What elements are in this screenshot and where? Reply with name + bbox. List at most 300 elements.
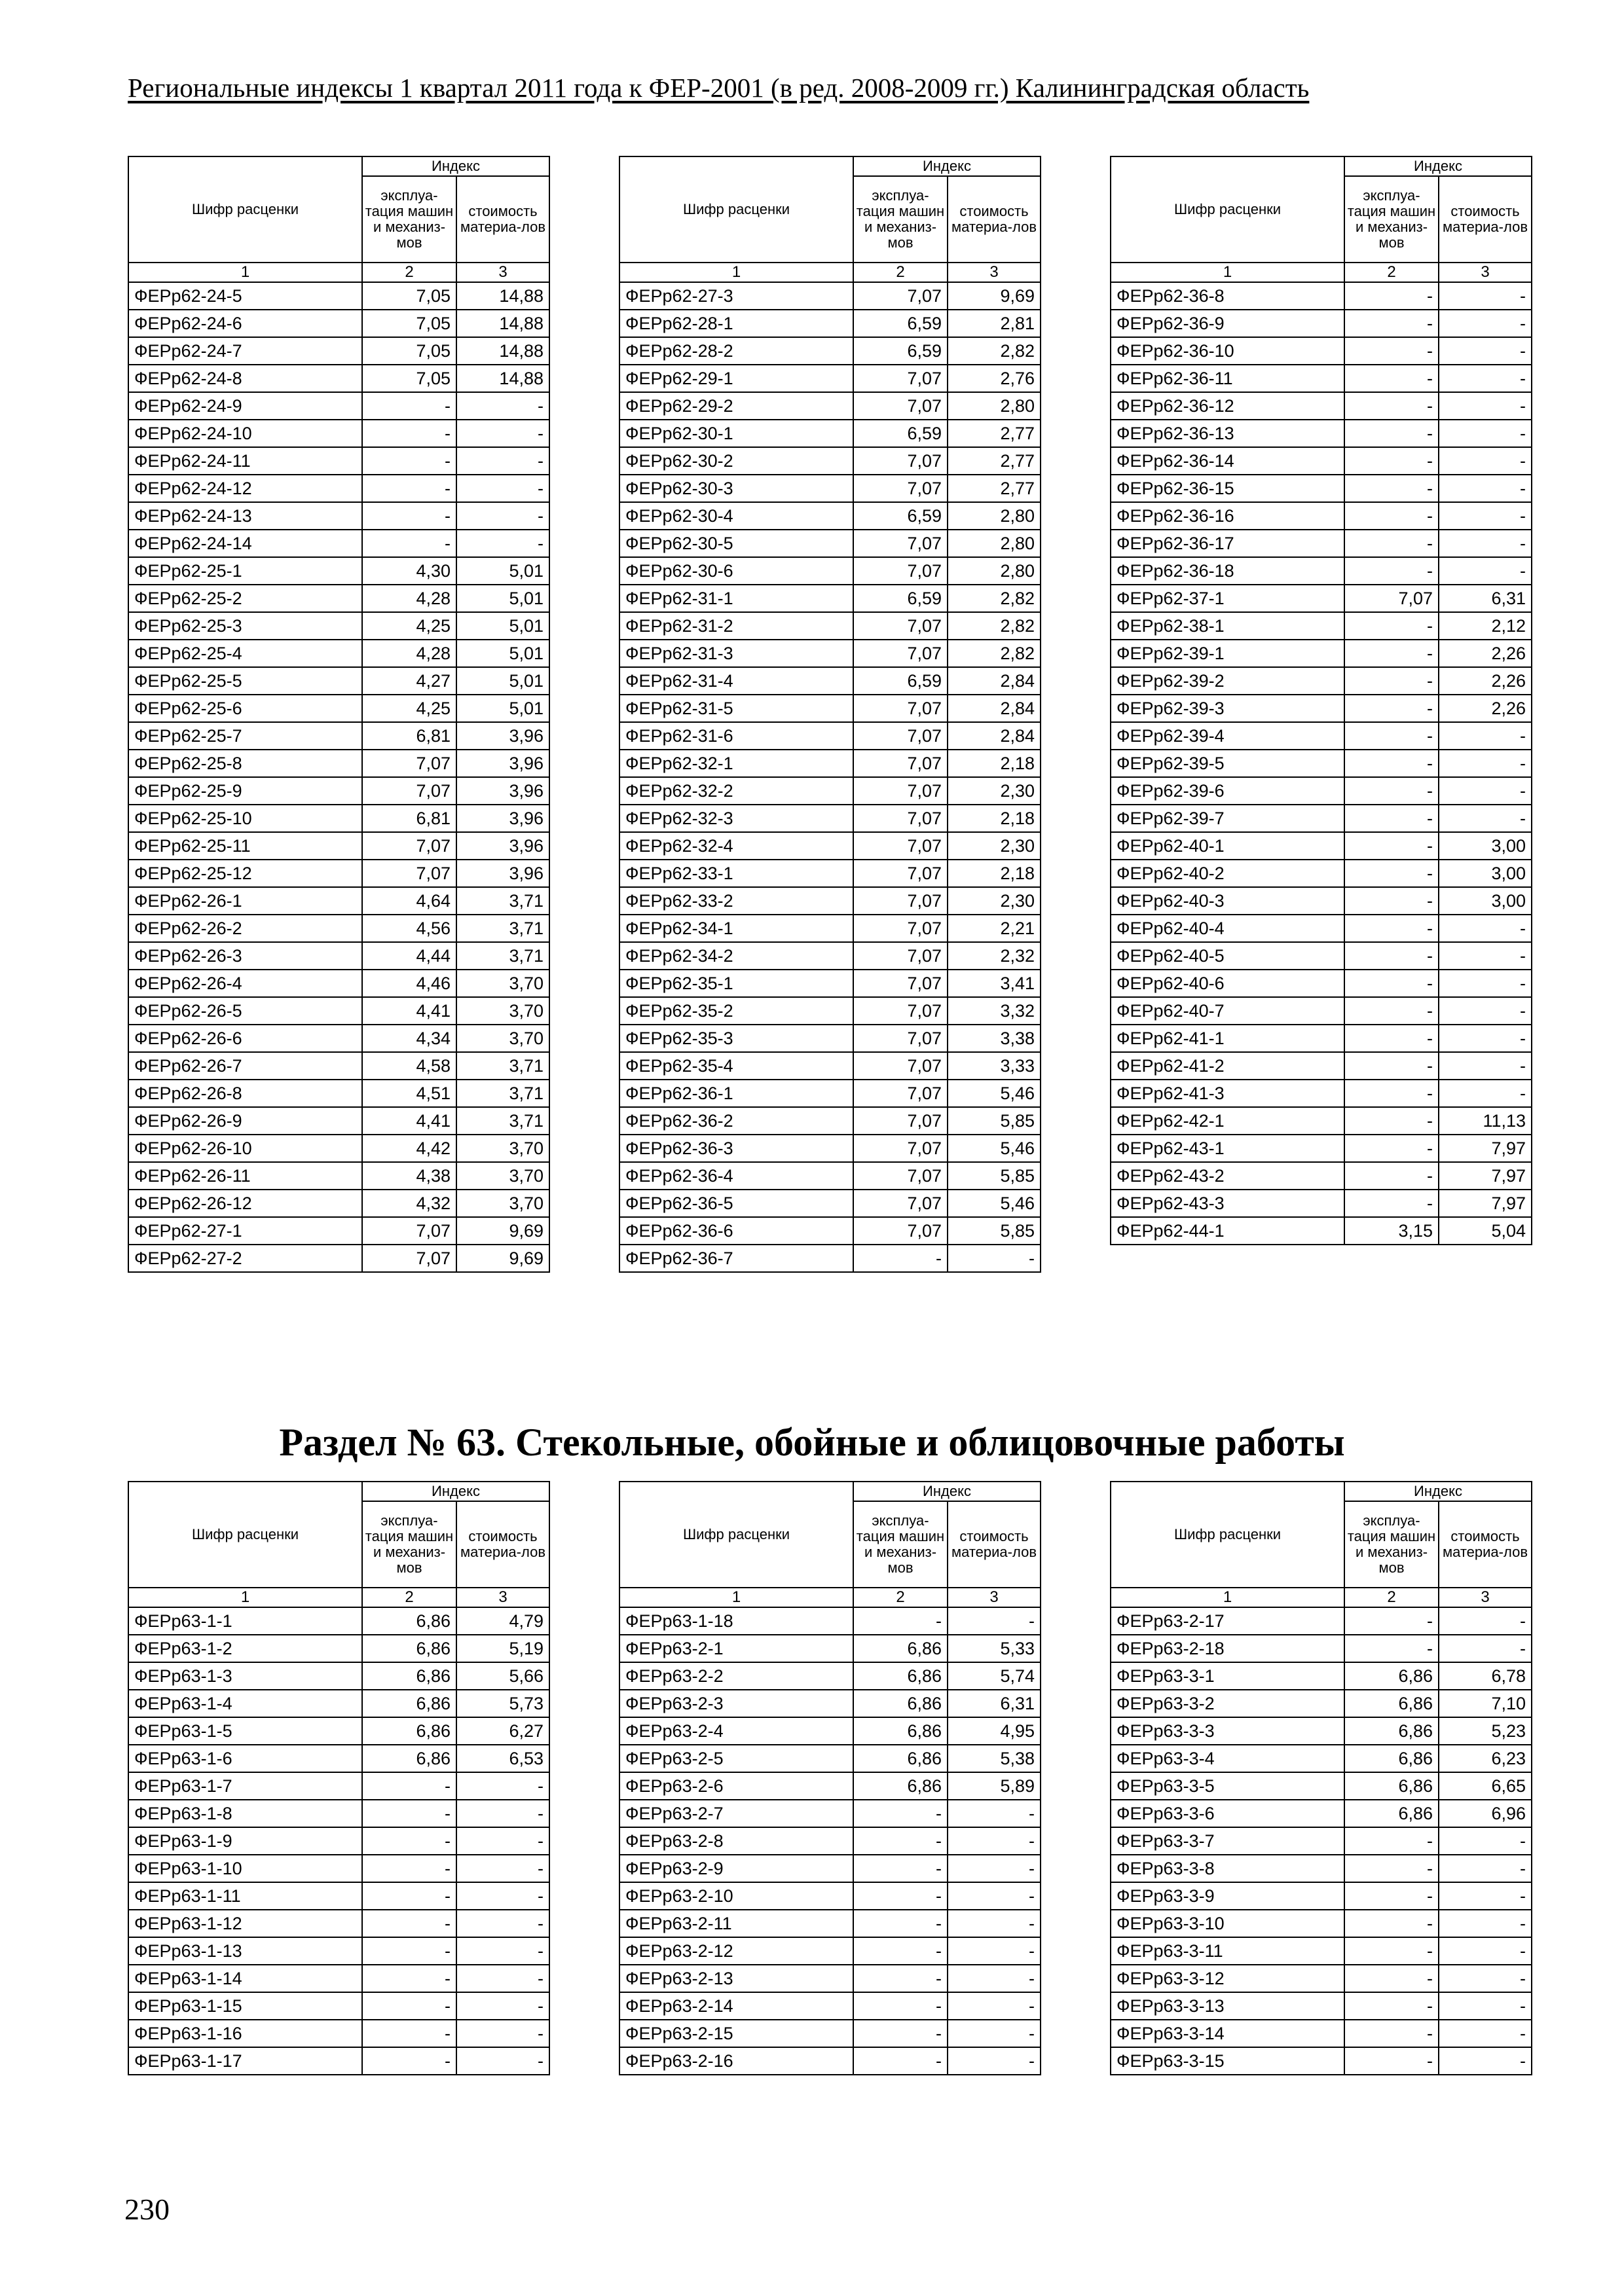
rate-code: ФЕРр62-40-4 (1111, 915, 1344, 942)
table-row (619, 997, 1041, 1025)
rate-code: ФЕРр62-32-1 (619, 750, 853, 777)
rate-code: ФЕРр62-33-1 (619, 860, 853, 887)
rate-code: ФЕРр62-41-1 (1111, 1025, 1344, 1052)
table-row (619, 1190, 1041, 1217)
material-index: 7,97 (1439, 1162, 1532, 1190)
rate-code: ФЕРр62-39-6 (1111, 777, 1344, 805)
column-number: 1 (619, 263, 853, 282)
table-row (128, 1190, 549, 1217)
machine-index: 6,86 (853, 1635, 948, 1662)
machine-index: - (1344, 1107, 1439, 1135)
table-row (1111, 942, 1532, 970)
material-index: 3,00 (1439, 860, 1532, 887)
table-row (619, 1855, 1041, 1882)
material-index: 2,82 (948, 640, 1041, 667)
material-index: 3,70 (456, 970, 549, 997)
machine-index: 6,86 (1344, 1717, 1439, 1745)
rate-code: ФЕРр63-2-18 (1111, 1635, 1344, 1662)
material-index: 5,01 (456, 557, 549, 585)
material-index: 5,33 (948, 1635, 1041, 1662)
rate-code: ФЕРр63-3-14 (1111, 2020, 1344, 2047)
column-number: 2 (853, 1588, 948, 1607)
rate-code: ФЕРр62-36-4 (619, 1162, 853, 1190)
material-index: 2,80 (948, 557, 1041, 585)
table-row (128, 1107, 549, 1135)
rate-code: ФЕРр62-26-4 (128, 970, 362, 997)
rate-code: ФЕРр62-39-4 (1111, 722, 1344, 750)
material-index: - (456, 530, 549, 557)
material-index: - (456, 1910, 549, 1937)
table-row (128, 750, 549, 777)
material-index: 5,74 (948, 1662, 1041, 1690)
material-index: - (1439, 805, 1532, 832)
machine-index: - (1344, 1965, 1439, 1992)
table-row (128, 1690, 549, 1717)
machine-index: 4,44 (362, 942, 456, 970)
rate-code: ФЕРр63-1-17 (128, 2047, 362, 2075)
rate-code: ФЕРр63-1-18 (619, 1607, 853, 1635)
machine-index: 7,07 (853, 915, 948, 942)
rate-code: ФЕРр63-2-9 (619, 1855, 853, 1882)
material-index: - (456, 475, 549, 502)
rate-code: ФЕРр62-24-5 (128, 282, 362, 310)
machine-index: 4,32 (362, 1190, 456, 1217)
table-row (1111, 1025, 1532, 1052)
machine-index: - (362, 392, 456, 420)
table-row (619, 1937, 1041, 1965)
material-index: - (948, 1607, 1041, 1635)
header-code: Шифр расценки (128, 156, 362, 263)
material-index: 3,70 (456, 1025, 549, 1052)
table-row (619, 887, 1041, 915)
rate-code: ФЕРр63-3-11 (1111, 1937, 1344, 1965)
material-index: - (948, 1965, 1041, 1992)
table-row (619, 1162, 1041, 1190)
material-index: 2,30 (948, 777, 1041, 805)
table-row (619, 640, 1041, 667)
table-row (1111, 722, 1532, 750)
material-index: 5,66 (456, 1662, 549, 1690)
machine-index: - (362, 1772, 456, 1800)
machine-index: 4,41 (362, 997, 456, 1025)
table-row (128, 887, 549, 915)
material-index: 4,79 (456, 1607, 549, 1635)
table-row (128, 282, 549, 310)
rate-code: ФЕРр62-38-1 (1111, 612, 1344, 640)
material-index: 6,31 (1439, 585, 1532, 612)
rate-code: ФЕРр63-3-7 (1111, 1827, 1344, 1855)
rate-code: ФЕРр62-29-2 (619, 392, 853, 420)
machine-index: 6,86 (1344, 1690, 1439, 1717)
rate-code: ФЕРр63-1-8 (128, 1800, 362, 1827)
table-row (619, 970, 1041, 997)
rate-code: ФЕРр63-2-14 (619, 1992, 853, 2020)
rate-code: ФЕРр62-31-4 (619, 667, 853, 695)
table-row (619, 667, 1041, 695)
machine-index: - (1344, 832, 1439, 860)
machine-index: - (362, 420, 456, 447)
rate-code: ФЕРр63-3-1 (1111, 1662, 1344, 1690)
table-row (619, 420, 1041, 447)
material-index: - (1439, 337, 1532, 365)
table-row (619, 1772, 1041, 1800)
table-row (1111, 1635, 1532, 1662)
rate-code: ФЕРр62-30-5 (619, 530, 853, 557)
table-row (1111, 1052, 1532, 1080)
rate-code: ФЕРр63-1-7 (128, 1772, 362, 1800)
table-row (128, 557, 549, 585)
column-number: 3 (948, 1588, 1041, 1607)
table-row (128, 1937, 549, 1965)
material-index: 3,70 (456, 1135, 549, 1162)
rate-code: ФЕРр62-25-5 (128, 667, 362, 695)
rate-code: ФЕРр63-1-16 (128, 2020, 362, 2047)
rate-code: ФЕРр62-25-11 (128, 832, 362, 860)
machine-index: - (1344, 970, 1439, 997)
material-index: - (948, 1855, 1041, 1882)
table-row (619, 310, 1041, 337)
material-index: 11,13 (1439, 1107, 1532, 1135)
rate-code: ФЕРр62-25-4 (128, 640, 362, 667)
machine-index: 6,86 (853, 1690, 948, 1717)
rate-code: ФЕРр62-37-1 (1111, 585, 1344, 612)
machine-index: - (853, 1937, 948, 1965)
table-row (1111, 1190, 1532, 1217)
rate-code: ФЕРр62-36-18 (1111, 557, 1344, 585)
machine-index: 6,86 (362, 1662, 456, 1690)
page-number: 230 (124, 2193, 170, 2226)
rate-code: ФЕРр62-40-1 (1111, 832, 1344, 860)
table-row (619, 557, 1041, 585)
table-row (619, 832, 1041, 860)
rate-code: ФЕРр63-3-6 (1111, 1800, 1344, 1827)
rate-code: ФЕРр62-25-8 (128, 750, 362, 777)
rate-code: ФЕРр62-25-9 (128, 777, 362, 805)
table-row (128, 2047, 549, 2075)
index-table-63-col3 (1110, 1481, 1532, 2075)
machine-index: - (1344, 1882, 1439, 1910)
rate-code: ФЕРр63-3-13 (1111, 1992, 1344, 2020)
table-row (128, 970, 549, 997)
rate-code: ФЕРр63-2-12 (619, 1937, 853, 1965)
header-materials: стоимость материа-лов (456, 176, 549, 263)
machine-index: 7,07 (853, 475, 948, 502)
machine-index: - (1344, 1080, 1439, 1107)
table-row (128, 2020, 549, 2047)
material-index: - (1439, 1052, 1532, 1080)
machine-index: 7,07 (853, 530, 948, 557)
rate-code: ФЕРр62-36-16 (1111, 502, 1344, 530)
material-index: 5,46 (948, 1080, 1041, 1107)
machine-index: - (362, 1910, 456, 1937)
material-index: - (1439, 1992, 1532, 2020)
machine-index: 4,56 (362, 915, 456, 942)
rate-code: ФЕРр62-26-11 (128, 1162, 362, 1190)
material-index: 5,01 (456, 640, 549, 667)
table-row (128, 777, 549, 805)
rate-code: ФЕРр63-2-5 (619, 1745, 853, 1772)
material-index: 2,12 (1439, 612, 1532, 640)
table-row (619, 695, 1041, 722)
machine-index: 7,07 (853, 997, 948, 1025)
material-index: 3,00 (1439, 887, 1532, 915)
table-row (1111, 530, 1532, 557)
machine-index: 6,86 (362, 1745, 456, 1772)
machine-index: 6,81 (362, 805, 456, 832)
machine-index: 7,07 (853, 970, 948, 997)
machine-index: - (853, 1910, 948, 1937)
machine-index: - (1344, 1910, 1439, 1937)
column-number: 3 (1439, 1588, 1532, 1607)
table-row (1111, 667, 1532, 695)
material-index: - (456, 1800, 549, 1827)
rate-code: ФЕРр62-36-13 (1111, 420, 1344, 447)
table-row (1111, 1745, 1532, 1772)
table-row (128, 310, 549, 337)
material-index: 2,84 (948, 667, 1041, 695)
machine-index: 6,86 (362, 1717, 456, 1745)
material-index: 2,21 (948, 915, 1041, 942)
material-index: - (1439, 420, 1532, 447)
table-row (619, 777, 1041, 805)
column-number: 3 (948, 263, 1041, 282)
machine-index: 7,05 (362, 337, 456, 365)
table-row (128, 530, 549, 557)
table-row (1111, 860, 1532, 887)
material-index: 2,18 (948, 860, 1041, 887)
material-index: 3,96 (456, 722, 549, 750)
machine-index: - (1344, 310, 1439, 337)
material-index: - (1439, 557, 1532, 585)
table-row (619, 1965, 1041, 1992)
machine-index: 7,07 (853, 1135, 948, 1162)
material-index: 9,69 (948, 282, 1041, 310)
machine-index: - (1344, 1607, 1439, 1635)
material-index: 4,95 (948, 1717, 1041, 1745)
machine-index: 7,07 (853, 777, 948, 805)
material-index: 3,71 (456, 887, 549, 915)
rate-code: ФЕРр63-1-14 (128, 1965, 362, 1992)
column-number: 2 (1344, 1588, 1439, 1607)
machine-index: 4,30 (362, 557, 456, 585)
rate-code: ФЕРр62-26-12 (128, 1190, 362, 1217)
material-index: 2,26 (1439, 667, 1532, 695)
material-index: 3,70 (456, 997, 549, 1025)
table-row (1111, 970, 1532, 997)
machine-index: 7,07 (362, 1245, 456, 1272)
table-row (1111, 1827, 1532, 1855)
machine-index: 4,58 (362, 1052, 456, 1080)
machine-index: - (1344, 1190, 1439, 1217)
rate-code: ФЕРр62-25-12 (128, 860, 362, 887)
table-row (128, 475, 549, 502)
material-index: 6,65 (1439, 1772, 1532, 1800)
material-index: - (1439, 1827, 1532, 1855)
material-index: 3,71 (456, 915, 549, 942)
machine-index: 4,51 (362, 1080, 456, 1107)
rate-code: ФЕРр62-31-2 (619, 612, 853, 640)
rate-code: ФЕРр63-1-9 (128, 1827, 362, 1855)
rate-code: ФЕРр62-24-7 (128, 337, 362, 365)
rate-code: ФЕРр62-24-10 (128, 420, 362, 447)
material-index: - (456, 392, 549, 420)
table-row (1111, 997, 1532, 1025)
material-index: 2,30 (948, 832, 1041, 860)
table-row (619, 337, 1041, 365)
machine-index: - (1344, 1162, 1439, 1190)
rate-code: ФЕРр62-25-1 (128, 557, 362, 585)
material-index: 3,41 (948, 970, 1041, 997)
table-row (128, 502, 549, 530)
table-row (619, 282, 1041, 310)
rate-code: ФЕРр62-36-17 (1111, 530, 1344, 557)
header-index: Индекс (362, 1482, 549, 1501)
machine-index: - (853, 1607, 948, 1635)
material-index: 3,71 (456, 1107, 549, 1135)
material-index: 2,80 (948, 502, 1041, 530)
machine-index: - (1344, 447, 1439, 475)
material-index: - (1439, 942, 1532, 970)
table-row (619, 502, 1041, 530)
machine-index: 6,59 (853, 585, 948, 612)
material-index: 2,80 (948, 392, 1041, 420)
material-index: 5,46 (948, 1135, 1041, 1162)
table-row (128, 1052, 549, 1080)
header-index: Индекс (853, 156, 1041, 176)
rate-code: ФЕРр62-26-1 (128, 887, 362, 915)
rate-code: ФЕРр63-2-3 (619, 1690, 853, 1717)
table-row (1111, 475, 1532, 502)
header-machines: эксплуа-тация машин и механиз-мов (853, 1501, 948, 1588)
material-index: - (1439, 392, 1532, 420)
rate-code: ФЕРр62-35-4 (619, 1052, 853, 1080)
machine-index: - (1344, 942, 1439, 970)
table-row (128, 695, 549, 722)
rate-code: ФЕРр62-39-2 (1111, 667, 1344, 695)
material-index: 5,01 (456, 695, 549, 722)
rate-code: ФЕРр62-35-3 (619, 1025, 853, 1052)
material-index: 3,70 (456, 1162, 549, 1190)
machine-index: - (1344, 1827, 1439, 1855)
machine-index: 6,59 (853, 337, 948, 365)
machine-index: 4,27 (362, 667, 456, 695)
material-index: 2,77 (948, 475, 1041, 502)
header-index: Индекс (362, 156, 549, 176)
table-row (619, 860, 1041, 887)
table-row (1111, 585, 1532, 612)
machine-index: 6,59 (853, 420, 948, 447)
material-index: - (948, 1827, 1041, 1855)
table-row (1111, 392, 1532, 420)
machine-index: - (1344, 612, 1439, 640)
table-row (128, 997, 549, 1025)
material-index: - (456, 1882, 549, 1910)
rate-code: ФЕРр63-2-1 (619, 1635, 853, 1662)
column-number: 1 (1111, 1588, 1344, 1607)
material-index: - (1439, 530, 1532, 557)
material-index: 2,26 (1439, 695, 1532, 722)
rate-code: ФЕРр63-2-7 (619, 1800, 853, 1827)
table-row (1111, 282, 1532, 310)
material-index: - (1439, 1080, 1532, 1107)
machine-index: 7,07 (853, 750, 948, 777)
rate-code: ФЕРр62-25-6 (128, 695, 362, 722)
machine-index: 6,86 (853, 1662, 948, 1690)
material-index: 6,23 (1439, 1745, 1532, 1772)
page-header: Региональные индексы 1 квартал 2011 года к ФЕР-2001 (в ред. 2008-2009 гг.) Калининградская область (128, 73, 1310, 103)
material-index: 2,18 (948, 750, 1041, 777)
column-number: 3 (1439, 263, 1532, 282)
table-row (128, 337, 549, 365)
machine-index: 6,86 (362, 1690, 456, 1717)
machine-index: 7,07 (853, 942, 948, 970)
material-index: 7,97 (1439, 1135, 1532, 1162)
machine-index: - (853, 1965, 948, 1992)
index-table-63-col1 (128, 1481, 550, 2075)
machine-index: - (1344, 1635, 1439, 1662)
material-index: 5,85 (948, 1107, 1041, 1135)
material-index: 5,85 (948, 1162, 1041, 1190)
rate-code: ФЕРр62-26-5 (128, 997, 362, 1025)
table-row (619, 447, 1041, 475)
rate-code: ФЕРр63-3-5 (1111, 1772, 1344, 1800)
rate-code: ФЕРр62-26-8 (128, 1080, 362, 1107)
header-machines: эксплуа-тация машин и механиз-мов (362, 1501, 456, 1588)
rate-code: ФЕРр63-1-3 (128, 1662, 362, 1690)
table-row (619, 1052, 1041, 1080)
rate-code: ФЕРр63-1-11 (128, 1882, 362, 1910)
machine-index: - (1344, 887, 1439, 915)
table-row (128, 1717, 549, 1745)
rate-code: ФЕРр62-30-3 (619, 475, 853, 502)
material-index: - (456, 1965, 549, 1992)
machine-index: - (1344, 1052, 1439, 1080)
machine-index: 4,46 (362, 970, 456, 997)
machine-index: - (1344, 997, 1439, 1025)
rate-code: ФЕРр62-36-3 (619, 1135, 853, 1162)
machine-index: - (1344, 475, 1439, 502)
material-index: - (1439, 447, 1532, 475)
rate-code: ФЕРр62-31-1 (619, 585, 853, 612)
machine-index: - (1344, 1855, 1439, 1882)
rate-code: ФЕРр62-31-3 (619, 640, 853, 667)
rate-code: ФЕРр62-36-10 (1111, 337, 1344, 365)
material-index: - (1439, 2020, 1532, 2047)
machine-index: 6,86 (853, 1772, 948, 1800)
material-index: - (1439, 970, 1532, 997)
rate-code: ФЕРр62-36-15 (1111, 475, 1344, 502)
index-table-62-col3 (1110, 156, 1532, 1245)
rate-code: ФЕРр62-43-3 (1111, 1190, 1344, 1217)
table-row (619, 612, 1041, 640)
rate-code: ФЕРр62-36-11 (1111, 365, 1344, 392)
table-row (128, 667, 549, 695)
material-index: - (1439, 502, 1532, 530)
index-table-62-col2 (619, 156, 1041, 1273)
table-row (1111, 502, 1532, 530)
table-row (1111, 2020, 1532, 2047)
header-code: Шифр расценки (1111, 156, 1344, 263)
material-index: 6,31 (948, 1690, 1041, 1717)
material-index: 14,88 (456, 337, 549, 365)
material-index: - (1439, 1025, 1532, 1052)
machine-index: - (853, 1800, 948, 1827)
table-row (619, 1690, 1041, 1717)
header-index: Индекс (853, 1482, 1041, 1501)
rate-code: ФЕРр62-31-5 (619, 695, 853, 722)
material-index: - (1439, 2047, 1532, 2075)
machine-index: - (362, 1992, 456, 2020)
